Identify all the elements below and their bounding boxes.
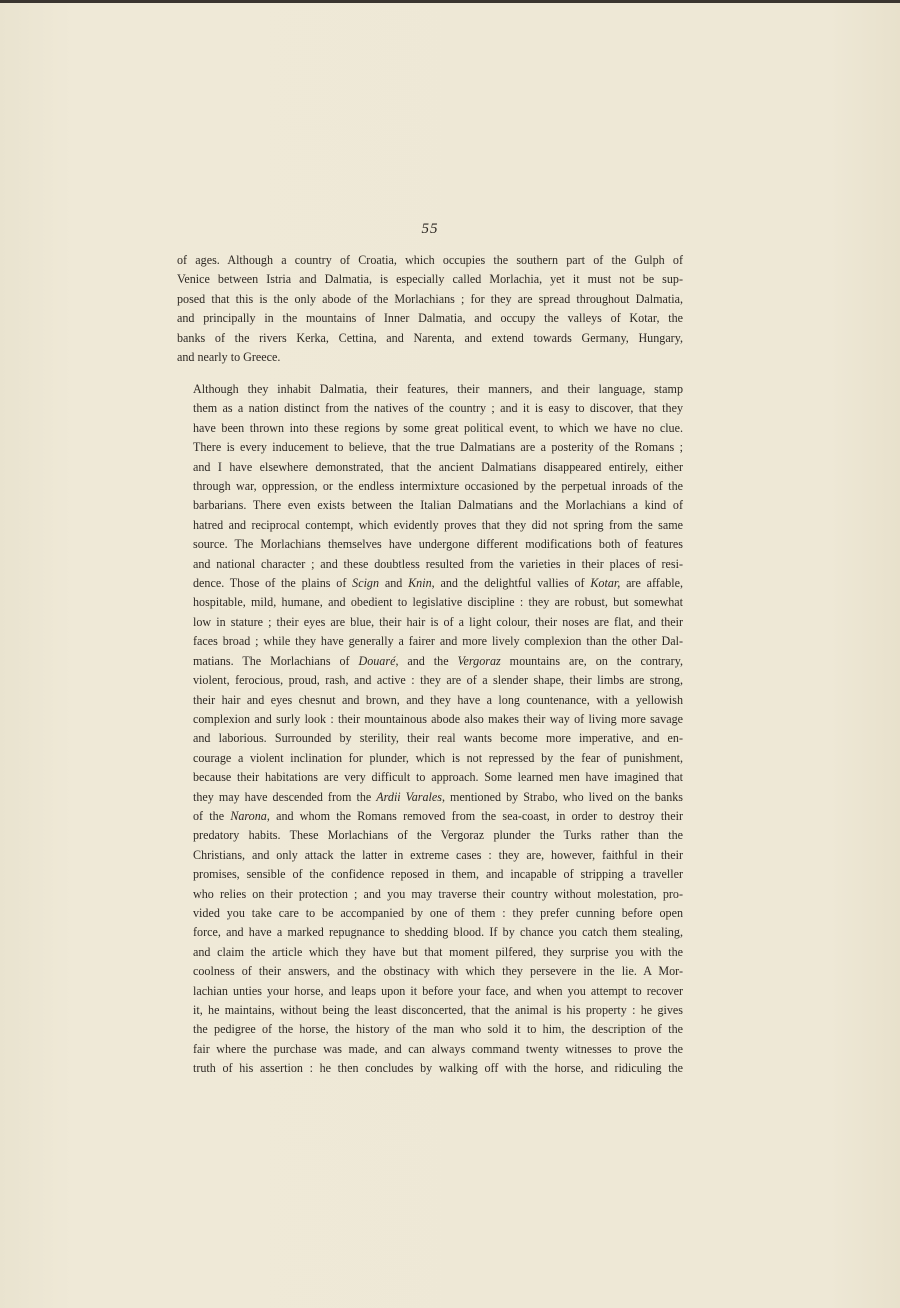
text-line [177, 865, 683, 884]
text-line [177, 399, 683, 418]
text-line [177, 1040, 683, 1059]
text-segment: , and the [395, 653, 458, 668]
text-segment: source. The Morlachians themselves have undergone different modifications both of features [193, 537, 683, 552]
text-line [177, 671, 683, 690]
text-line [177, 788, 683, 807]
text-line [177, 691, 683, 710]
paragraph-1 [177, 251, 683, 367]
text-line: Venice between Istria and Dalmatia, is especially called Morlachia, yet it must not be sup- [177, 272, 683, 287]
text-segment: hospitable, mild, humane, and obedient to legislative discipline : they are robust, but somewhat [193, 595, 683, 610]
text-line [177, 419, 683, 438]
text-segment: hatred and reciprocal contempt, which evidently proves that they did not spring from the same [193, 517, 683, 532]
text-line [177, 885, 683, 904]
text-segment: it, he maintains, without being the least disconcerted, that the animal is his property : he gives [193, 1003, 683, 1017]
text-segment: they may have descended from the [193, 789, 377, 804]
text-segment: low in stature ; their eyes are blue, their hair is of a light colour, their noses are flat, and their [193, 614, 683, 629]
text-line [177, 516, 683, 535]
text-segment: through war, oppression, or the endless intermixture occasioned by the perpetual inroads of the [193, 479, 683, 494]
text-segment: and laborious. Surrounded by sterility, their real wants become more imperative, and en- [193, 731, 683, 746]
text-line [177, 632, 683, 651]
text-line [177, 458, 683, 477]
text-segment: violent, ferocious, proud, rash, and active : they are of a slender shape, their limbs are strong, [193, 673, 683, 688]
text-line [177, 438, 683, 457]
text-line [177, 962, 683, 981]
text-line [177, 1059, 683, 1078]
text-line [177, 380, 683, 399]
text-line: of ages. Although a country of Croatia, which occupies the southern part of the Gulph of [177, 253, 683, 267]
text-segment: courage a violent inclination for plunder, which is not repressed by the fear of punishment, [193, 750, 683, 765]
text-line [177, 749, 683, 768]
text-segment: promises, sensible of the confidence reposed in them, and incapable of stripping a traveller [193, 867, 683, 882]
text-segment: There is every inducement to believe, that the true Dalmatians are a posterity of the Romans ; [193, 440, 683, 455]
text-segment: of the [193, 808, 231, 823]
text-segment: and claim the article which they have but that moment pilfered, they surprise you with the [193, 944, 683, 959]
text-segment: complexion and surly look : their mountainous abode also makes their way of living more savage [193, 711, 683, 726]
text-segment: barbarians. There even exists between the Italian Dalmatians and the Morlachians a kind of [193, 498, 683, 513]
text-line [177, 477, 683, 496]
text-segment: truth of his assertion : he then concludes by walking off with the horse, and ridiculing the [193, 1061, 683, 1076]
text-line [177, 982, 683, 1001]
text-line [177, 710, 683, 729]
text-segment: Although they inhabit Dalmatia, their features, their manners, and their language, stamp [193, 382, 683, 396]
italic-term: Vergoraz [457, 653, 501, 668]
text-segment: , and the delightful vallies of [431, 576, 591, 591]
italic-term: Scign [352, 576, 380, 591]
text-segment: them as a nation distinct from the natives of the country ; and it is easy to discover, that they [193, 401, 683, 416]
text-line [177, 496, 683, 515]
text-segment: mountains are, on the contrary, [500, 653, 683, 668]
text-segment: and national character ; and these doubtless resulted from the varieties in their places of resi- [193, 556, 683, 571]
text-segment: vided you take care to be accompanied by one of them : they prefer cunning before open [193, 905, 683, 920]
text-segment: Christians, and only attack the latter in extreme cases : they are, however, faithful in their [193, 847, 683, 862]
text-line: and nearly to Greece. [177, 350, 281, 365]
text-line [177, 768, 683, 787]
text-line [177, 1020, 683, 1039]
text-line: and principally in the mountains of Inner Dalmatia, and occupy the valleys of Kotar, the [177, 311, 683, 326]
text-segment: coolness of their answers, and the obstinacy with which they persevere in the lie. A Mor- [193, 964, 683, 979]
text-segment: their hair and eyes chesnut and brown, and they have a long countenance, with a yellowish [193, 692, 683, 707]
italic-term: Douaré [358, 653, 396, 668]
text-line [177, 593, 683, 612]
text-line [177, 826, 683, 845]
text-segment: lachian unties your horse, and leaps upon it before your face, and when you attempt to recover [193, 983, 683, 998]
italic-term: Kotar, [590, 576, 621, 591]
text-line [177, 555, 683, 574]
text-line: posed that this is the only abode of the Morlachians ; for they are spread throughout Dalmatia, [177, 291, 683, 306]
italic-term: Knin [408, 576, 432, 591]
text-line [177, 535, 683, 554]
page-number: 55 [421, 221, 439, 237]
text-segment: , and whom the Romans removed from the sea-coast, in order to destroy their [266, 808, 683, 823]
italic-term: Narona [230, 808, 267, 823]
text-segment: and I have elsewhere demonstrated, that the ancient Dalmatians disappeared entirely, either [193, 459, 683, 474]
text-segment: dence. Those of the plains of [193, 576, 353, 591]
text-line [177, 846, 683, 865]
text-segment: fair where the purchase was made, and can always command twenty witnesses to prove the [193, 1041, 683, 1056]
italic-term: Ardii Varales [376, 789, 442, 804]
text-segment: are affable, [620, 576, 683, 591]
text-line [177, 904, 683, 923]
text-segment: force, and have a marked repugnance to shedding blood. If by chance you catch them stealing, [193, 925, 683, 940]
text-segment: have been thrown into these regions by some great political event, to which we have no clue. [193, 420, 683, 435]
text-line [177, 613, 683, 632]
text-line: banks of the rivers Kerka, Cettina, and Narenta, and extend towards Germany, Hungary, [177, 330, 683, 345]
text-line [177, 574, 683, 593]
text-line [177, 807, 683, 826]
text-segment: , mentioned by Strabo, who lived on the banks [441, 789, 683, 804]
text-segment: faces broad ; while they have generally a fairer and more lively complexion than the other Dal- [193, 634, 683, 649]
text-segment: the pedigree of the horse, the history of the man who sold it to him, the description of the [193, 1022, 683, 1037]
text-line [177, 729, 683, 748]
text-segment: because their habitations are very difficult to approach. Some learned men have imagined that [193, 770, 683, 785]
text-line [177, 923, 683, 942]
text-line [177, 1001, 683, 1020]
text-segment: predatory habits. These Morlachians of the Vergoraz plunder the Turks rather than the [193, 828, 683, 843]
paragraph-2 [177, 380, 683, 1079]
text-line [177, 943, 683, 962]
text-line [177, 652, 683, 671]
text-segment: and [379, 576, 409, 591]
text-segment: who relies on their protection ; and you may traverse their country without molestation, pro- [193, 886, 683, 901]
text-segment: matians. The Morlachians of [193, 653, 359, 668]
